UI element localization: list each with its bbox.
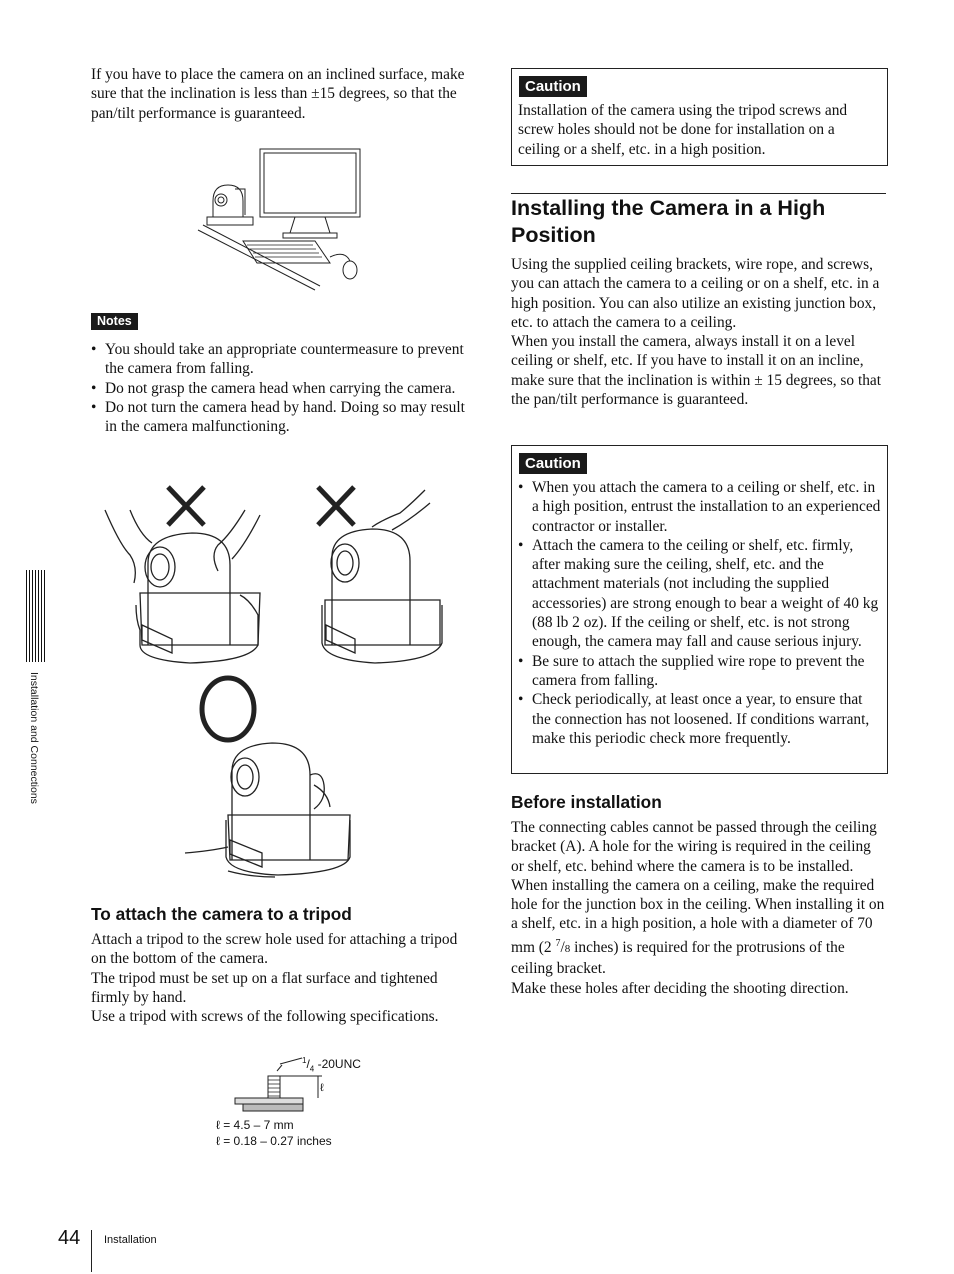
caution-list: [512, 478, 882, 748]
screw-length-symbol: ℓ: [320, 1082, 324, 1094]
caution-text: Installation of the camera using the tripod screws and screw holes should not be done for installation on a ceiling or a shelf, etc. in a high position.: [518, 102, 848, 158]
footer-divider: [91, 1230, 92, 1272]
section-title: [511, 195, 825, 249]
before-installation-heading: Before installation: [511, 792, 662, 812]
before-installation-text: [511, 818, 887, 998]
screw-length-inches: ℓ = 0.18 – 0.27 inches: [216, 1134, 332, 1148]
before-text-b: inches) is required for the protrusions of the ceiling bracket.: [511, 938, 845, 978]
spec-numerator: 1: [302, 1056, 307, 1065]
screw-length-mm: ℓ = 4.5 – 7 mm: [216, 1118, 294, 1132]
fraction-numerator: 7: [555, 937, 561, 949]
section-title-line: Position: [511, 223, 596, 247]
section-paragraph: Using the supplied ceiling brackets, wire rope, and screws, you can attach the camera to a ceiling or on a shelf, etc. in a high position. You can also utilize an existing junction box, etc. to attach the camera to a ceiling.: [511, 256, 880, 331]
before-paragraph: Make these holes after deciding the shooting direction.: [511, 979, 849, 997]
spec-label: -20UNC: [314, 1057, 361, 1071]
before-text-a: The connecting cables cannot be passed through the ceiling bracket (A). A hole for the wiring is required in the ceiling or shelf, etc. behind where the camera is to be installed. When installing the camera on a ceiling, make the required hole for the junction box in the ceiling. When installing it on a shelf, etc. in a high position, a hole with a diameter of 70 mm (2: [511, 819, 885, 956]
notes-item: • You should take an appropriate countermeasure to prevent the camera from falling.: [85, 340, 475, 379]
tripod-heading: To attach the camera to a tripod: [91, 904, 352, 924]
notes-label: Notes: [91, 313, 138, 330]
tripod-paragraph: Attach a tripod to the screw hole used for attaching a tripod on the bottom of the camera.: [91, 931, 458, 968]
camera-monitor-illustration: [195, 145, 365, 295]
intro-paragraph: If you have to place the camera on an inclined surface, make sure that the inclination is less than ±15 degrees, so that the pan/tilt performance is guaranteed.: [91, 66, 465, 122]
notes-list: [85, 340, 475, 436]
caution-item: • Attach the camera to the ceiling or shelf, etc. firmly, after making sure the ceiling, shelf, etc. and the attachment materials (not including the supplied accessories) are strong enough to bear a weight of 40 kg (88 lb 2 oz). If the ceiling or shelf, etc. is not strong enough, the camera may fall and cause serious injury.: [512, 536, 882, 652]
caution-label: Caution: [519, 453, 587, 474]
tripod-paragraphs: [91, 930, 476, 1026]
side-tab-label: Installation and Connections: [28, 672, 40, 804]
caution-box-high-position: [511, 445, 888, 774]
camera-handling-illustration: [100, 475, 460, 885]
caution-item: • When you attach the camera to a ceiling or shelf, etc. in a high position, entrust the installation to an experienced contractor or installer.: [512, 478, 882, 536]
before-paragraph: The connecting cables cannot be passed through the ceiling bracket (A). A hole for the wiring is required in the ceiling or shelf, etc. behind where the camera is to be installed. When installing the camera on a ceiling, make the required hole for the junction box in the ceiling. When installing it on a shelf, etc. in a high position, a hole with a diameter of 70 mm (2 $^7$/8 inches) is required for the protrusions of the ceiling bracket.: [511, 819, 885, 978]
caution-label: Caution: [519, 76, 587, 97]
section-rule: [511, 193, 886, 194]
caution-item: • Check periodically, at least once a year, to ensure that the connection has not loosened. If conditions warrant, make this periodic check more frequently.: [512, 690, 882, 748]
section-paragraphs: [511, 255, 887, 409]
notes-item: • Do not grasp the camera head when carrying the camera.: [85, 379, 475, 398]
caution-box-tripod: [511, 68, 888, 166]
footer-section: Installation: [104, 1234, 157, 1246]
spec-denominator: 4: [309, 1064, 315, 1074]
tripod-paragraph: Use a tripod with screws of the following specifications.: [91, 1008, 439, 1026]
screw-spec-figure: [210, 1052, 410, 1152]
tripod-paragraph: The tripod must be set up on a flat surface and tightened firmly by hand.: [91, 969, 438, 1006]
fraction-denominator: 8: [564, 942, 571, 955]
caution-item: • Be sure to attach the supplied wire rope to prevent the camera from falling.: [512, 652, 882, 691]
side-tab-marker: [26, 570, 47, 662]
screw-thread-spec: $^1/_4$ -20UNC: [302, 1056, 361, 1074]
notes-item: • Do not turn the camera head by hand. Doing so may result in the camera malfunctioning.: [85, 398, 475, 437]
section-title-line: Installing the Camera in a High: [511, 196, 826, 220]
section-paragraph: When you install the camera, always install it on a level ceiling or shelf, etc. If you have to install it on an incline, make sure that the inclination is within ± 15 degrees, so that the pan/tilt performance is guaranteed.: [511, 333, 882, 409]
page-number: 44: [58, 1227, 81, 1249]
